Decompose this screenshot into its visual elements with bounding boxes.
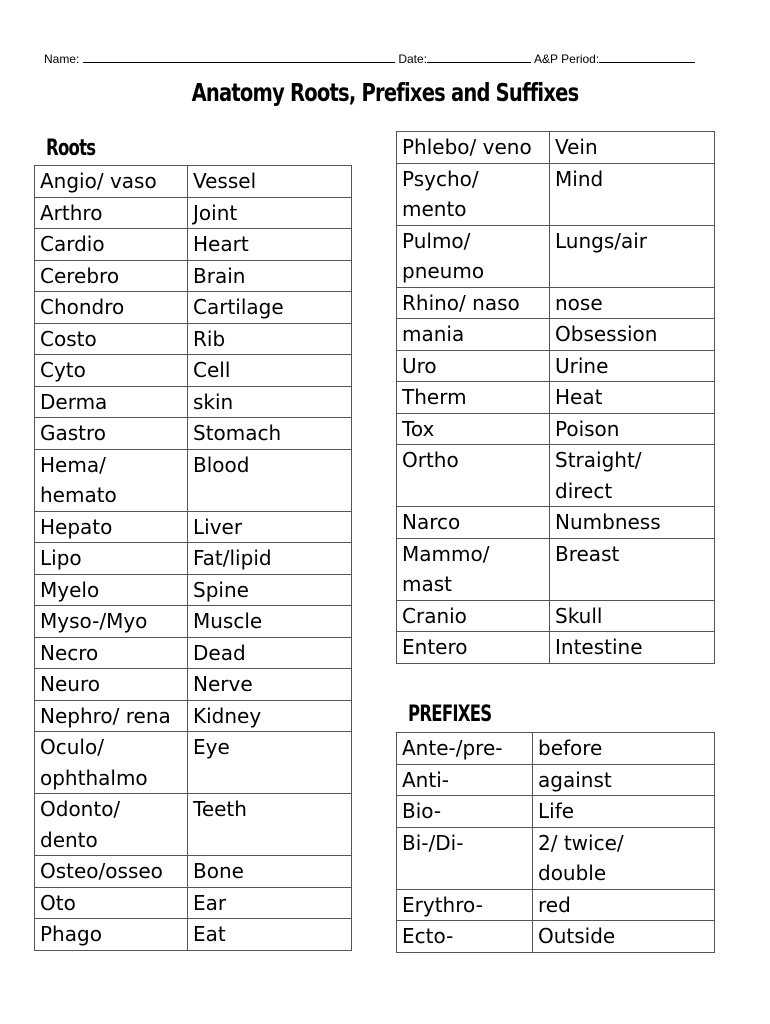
term-cell: Rhino/ naso [397,287,550,319]
meaning-cell: Nerve [188,669,352,701]
meaning-cell: Eat [188,919,352,951]
table-row [35,449,352,511]
term-cell: Bi-/Di- [397,827,533,889]
roots-table-left [34,165,352,951]
table-row [35,323,352,355]
prefixes-table [396,732,715,953]
term-cell: Phago [35,919,188,951]
table-row [397,507,715,539]
table-row [397,287,715,319]
meaning-cell: Breast [550,538,715,600]
name-field[interactable] [83,50,395,63]
prefixes-heading: PREFIXES [408,702,492,727]
table-row [35,418,352,450]
meaning-cell: Urine [550,350,715,382]
term-cell: Gastro [35,418,188,450]
meaning-cell: Lungs/air [550,225,715,287]
term-cell: Cerebro [35,260,188,292]
term-cell: Ortho [397,445,550,507]
table-row [397,921,715,953]
term-cell: Entero [397,632,550,664]
meaning-cell: before [533,733,715,765]
term-cell: Phlebo/ veno [397,132,550,164]
term-cell: Lipo [35,543,188,575]
meaning-cell: skin [188,386,352,418]
term-cell: Narco [397,507,550,539]
term-cell: Pulmo/ pneumo [397,225,550,287]
meaning-cell: 2/ twice/ double [533,827,715,889]
page-title: Anatomy Roots, Prefixes and Suffixes [191,78,579,107]
table-row [35,355,352,387]
table-row [397,132,715,164]
meaning-cell: Straight/ direct [550,445,715,507]
meaning-cell: Blood [188,449,352,511]
table-row [35,606,352,638]
name-label: Name: [44,52,80,66]
term-cell: Ante-/pre- [397,733,533,765]
period-label: A&P Period: [534,52,600,66]
meaning-cell: against [533,764,715,796]
table-row [35,197,352,229]
roots-heading: Roots [46,136,96,161]
term-cell: Necro [35,637,188,669]
header-fields [44,46,734,66]
meaning-cell: Dead [188,637,352,669]
table-row [397,445,715,507]
table-row [35,260,352,292]
meaning-cell: Joint [188,197,352,229]
term-cell: Mammo/ mast [397,538,550,600]
meaning-cell: Skull [550,600,715,632]
term-cell: Psycho/ mento [397,163,550,225]
meaning-cell: Heat [550,382,715,414]
term-cell: Cardio [35,229,188,261]
term-cell: Neuro [35,669,188,701]
term-cell: Osteo/osseo [35,856,188,888]
table-row [35,856,352,888]
meaning-cell: Bone [188,856,352,888]
term-cell: Cranio [397,600,550,632]
table-row [35,386,352,418]
meaning-cell: red [533,889,715,921]
term-cell: Angio/ vaso [35,166,188,198]
term-cell: Myelo [35,574,188,606]
term-cell: Arthro [35,197,188,229]
roots-table-right [396,131,715,664]
table-row [35,794,352,856]
term-cell: Chondro [35,292,188,324]
meaning-cell: Life [533,796,715,828]
meaning-cell: Spine [188,574,352,606]
meaning-cell: Outside [533,921,715,953]
table-row [397,827,715,889]
term-cell: Nephro/ rena [35,700,188,732]
meaning-cell: Cell [188,355,352,387]
term-cell: Derma [35,386,188,418]
meaning-cell: Liver [188,511,352,543]
term-cell: Costo [35,323,188,355]
term-cell: Hema/ hemato [35,449,188,511]
table-row [35,511,352,543]
table-row [397,889,715,921]
term-cell: Odonto/ dento [35,794,188,856]
date-field[interactable] [427,50,531,63]
period-field[interactable] [599,50,695,63]
meaning-cell: Cartilage [188,292,352,324]
meaning-cell: Mind [550,163,715,225]
table-row [397,225,715,287]
term-cell: Tox [397,413,550,445]
term-cell: Uro [397,350,550,382]
term-cell: Oculo/ ophthalmo [35,732,188,794]
table-row [35,543,352,575]
table-row [397,413,715,445]
table-row [35,637,352,669]
term-cell: Bio- [397,796,533,828]
table-row [35,166,352,198]
date-label: Date: [398,52,428,66]
meaning-cell: Vein [550,132,715,164]
table-row [397,796,715,828]
table-row [397,733,715,765]
term-cell: Anti- [397,764,533,796]
meaning-cell: Kidney [188,700,352,732]
meaning-cell: Ear [188,887,352,919]
term-cell: Hepato [35,511,188,543]
table-row [397,600,715,632]
table-row [35,700,352,732]
meaning-cell: Numbness [550,507,715,539]
term-cell: Erythro- [397,889,533,921]
term-cell: Therm [397,382,550,414]
term-cell: Oto [35,887,188,919]
term-cell: Ecto- [397,921,533,953]
table-row [35,292,352,324]
meaning-cell: Vessel [188,166,352,198]
table-row [397,764,715,796]
table-row [397,382,715,414]
meaning-cell: Intestine [550,632,715,664]
table-row [35,732,352,794]
table-row [397,163,715,225]
table-row [397,538,715,600]
term-cell: Myso-/Myo [35,606,188,638]
table-row [35,887,352,919]
meaning-cell: Eye [188,732,352,794]
meaning-cell: Obsession [550,319,715,351]
table-row [397,319,715,351]
table-row [397,632,715,664]
meaning-cell: Muscle [188,606,352,638]
table-row [35,574,352,606]
meaning-cell: Poison [550,413,715,445]
term-cell: mania [397,319,550,351]
meaning-cell: Rib [188,323,352,355]
table-row [35,919,352,951]
term-cell: Cyto [35,355,188,387]
meaning-cell: nose [550,287,715,319]
table-row [35,669,352,701]
meaning-cell: Heart [188,229,352,261]
table-row [397,350,715,382]
meaning-cell: Fat/lipid [188,543,352,575]
meaning-cell: Teeth [188,794,352,856]
meaning-cell: Brain [188,260,352,292]
table-row [35,229,352,261]
meaning-cell: Stomach [188,418,352,450]
